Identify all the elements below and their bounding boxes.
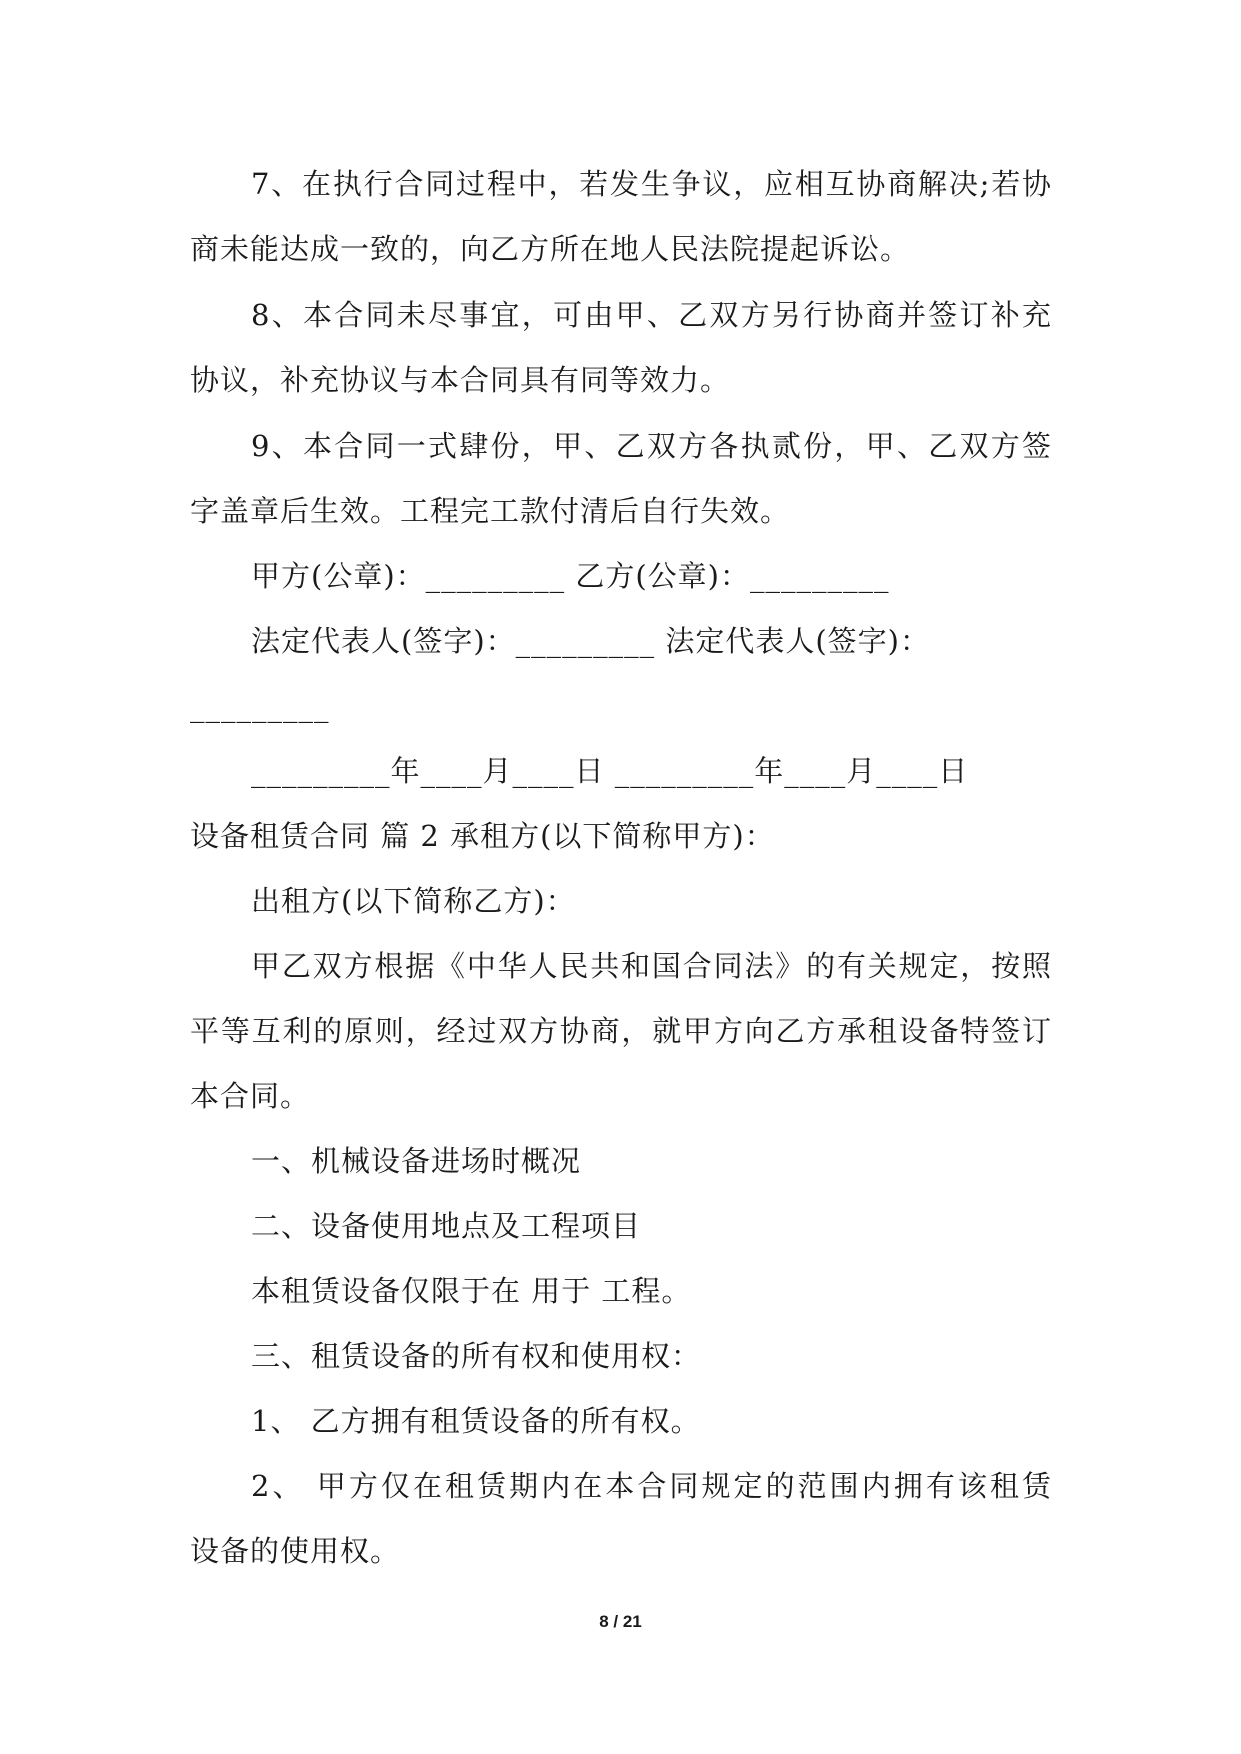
paragraph-line: 7、在执行合同过程中，若发生争议，应相互协商解决;若协	[251, 167, 1052, 201]
signature-blank: _________	[190, 689, 330, 723]
paragraph-line: 本合同。	[190, 1079, 311, 1113]
signature-line-representative: 法定代表人(签字)：_________ 法定代表人(签字)：	[251, 624, 930, 658]
paragraph-line: 1、 乙方拥有租赁设备的所有权。	[251, 1404, 701, 1438]
clause-heading: 二、设备使用地点及工程项目	[251, 1209, 642, 1243]
paragraph-line: 商未能达成一致的，向乙方所在地人民法院提起诉讼。	[190, 232, 911, 266]
clause-heading: 一、机械设备进场时概况	[251, 1144, 582, 1178]
paragraph-line: 出租方(以下简称乙方)：	[251, 884, 576, 918]
paragraph-line: 9、本合同一式肆份，甲、乙双方各执贰份，甲、乙双方签	[251, 429, 1052, 463]
paragraph-line: 8、本合同未尽事宜，可由甲、乙双方另行协商并签订补充	[251, 298, 1052, 332]
date-line: _________年____月____日 _________年____月____日	[251, 754, 969, 788]
page-number: 8 / 21	[599, 1612, 642, 1631]
paragraph-line: 本租赁设备仅限于在 用于 工程。	[251, 1274, 692, 1308]
paragraph-line: 2、 甲方仅在租赁期内在本合同规定的范围内拥有该租赁	[251, 1469, 1052, 1503]
section-heading: 设备租赁合同 篇 2 承租方(以下简称甲方)：	[190, 819, 775, 853]
paragraph-line: 平等互利的原则，经过双方协商，就甲方向乙方承租设备特签订	[190, 1014, 1052, 1048]
paragraph-line: 设备的使用权。	[190, 1534, 401, 1568]
clause-heading: 三、租赁设备的所有权和使用权：	[251, 1339, 702, 1373]
paragraph-line: 甲乙双方根据《中华人民共和国合同法》的有关规定，按照	[251, 949, 1052, 983]
paragraph-line: 字盖章后生效。工程完工款付清后自行失效。	[190, 494, 791, 528]
paragraph-line: 协议，补充协议与本合同具有同等效力。	[190, 363, 731, 397]
signature-line-seal: 甲方(公章)：_________ 乙方(公章)：_________	[251, 559, 890, 593]
